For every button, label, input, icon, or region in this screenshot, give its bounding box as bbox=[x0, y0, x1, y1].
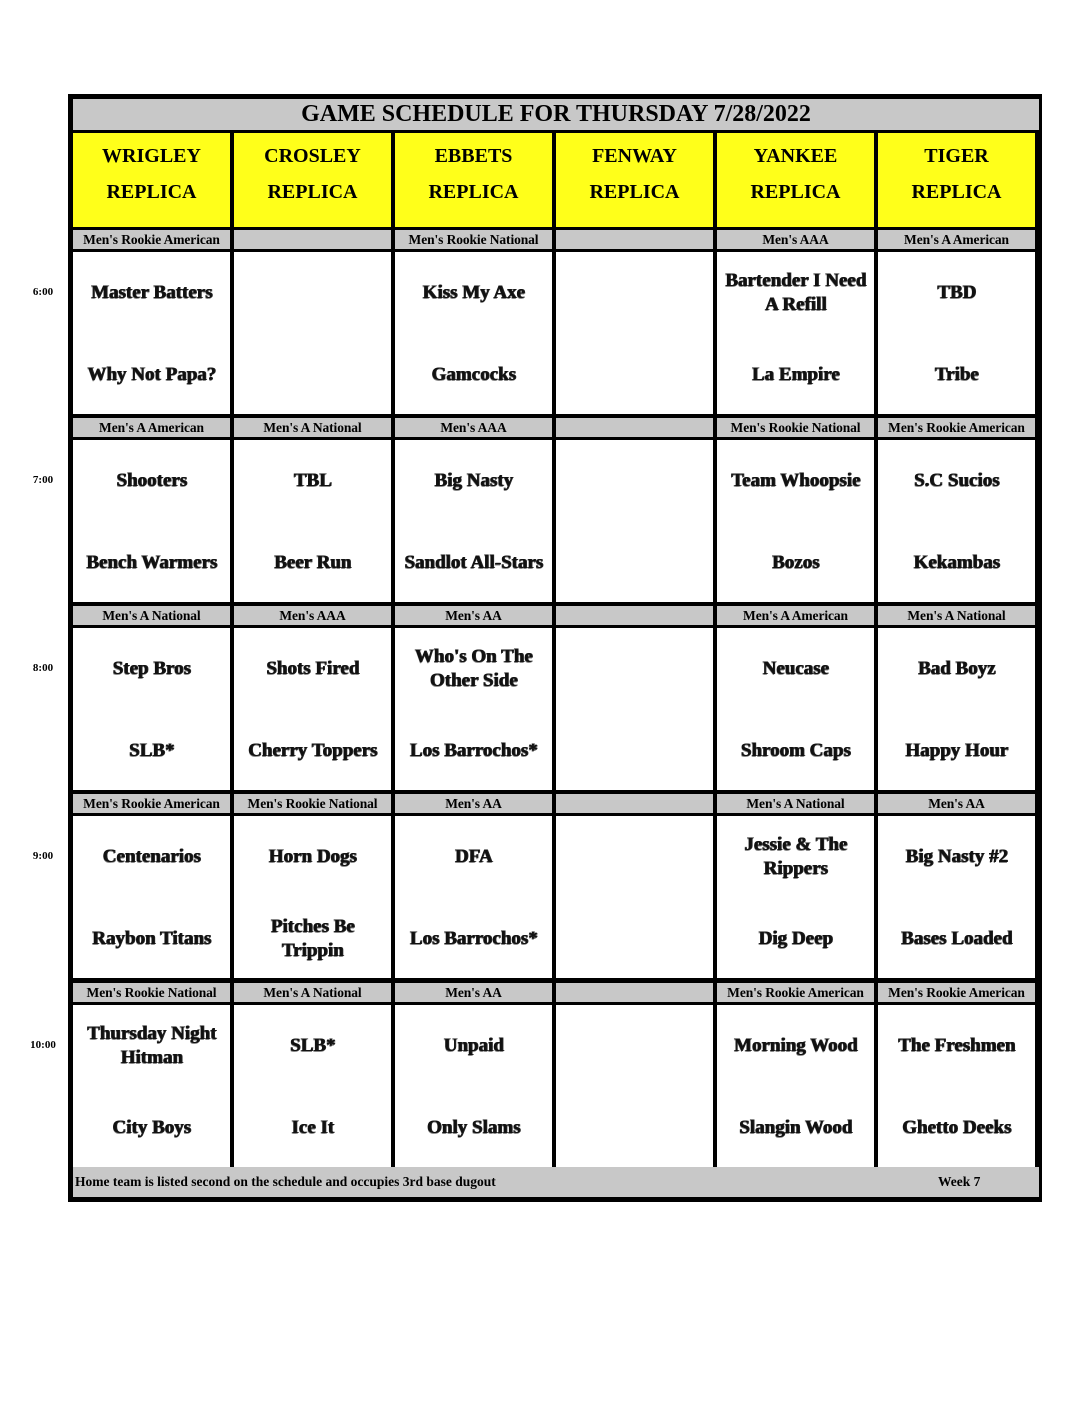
division-label: Men's Rookie American bbox=[717, 983, 874, 1002]
game-cell bbox=[556, 440, 713, 602]
home-team: Bases Loaded bbox=[900, 928, 1013, 949]
division-label: Men's Rookie National bbox=[234, 794, 391, 813]
away-team: Jessie & The Rippers bbox=[743, 834, 848, 879]
home-team: Bozos bbox=[771, 552, 820, 573]
time-slot-label: 9:00 bbox=[32, 850, 54, 862]
schedule-table bbox=[68, 94, 1042, 1202]
game-cell bbox=[717, 252, 874, 414]
division-label bbox=[556, 606, 713, 625]
away-team: S.C Sucios bbox=[913, 470, 1000, 491]
game-cell bbox=[395, 440, 552, 602]
time-slot-label: 8:00 bbox=[32, 662, 54, 674]
field-header-tiger bbox=[878, 133, 1035, 227]
home-team: Los Barrochos* bbox=[409, 928, 538, 949]
home-team: Gamcocks bbox=[431, 364, 516, 385]
division-label: Men's Rookie American bbox=[878, 418, 1035, 437]
division-label: Men's Rookie National bbox=[395, 230, 552, 249]
game-cell bbox=[878, 628, 1035, 790]
division-label: Men's Rookie National bbox=[73, 983, 230, 1002]
home-team: Sandlot All-Stars bbox=[404, 552, 543, 573]
home-team: La Empire bbox=[751, 364, 840, 385]
field-type: REPLICA bbox=[267, 181, 358, 203]
home-team: Ice It bbox=[291, 1117, 334, 1138]
field-name: TIGER bbox=[924, 145, 989, 167]
home-team: Shroom Caps bbox=[740, 740, 851, 761]
division-label bbox=[556, 230, 713, 249]
game-cell bbox=[395, 628, 552, 790]
division-label: Men's A National bbox=[234, 418, 391, 437]
away-team: Bartender I Need A Refill bbox=[724, 270, 867, 315]
home-team: Kekambas bbox=[913, 552, 1000, 573]
division-label: Men's A National bbox=[73, 606, 230, 625]
time-slot-label: 6:00 bbox=[32, 286, 54, 298]
home-team: Los Barrochos* bbox=[409, 740, 538, 761]
home-team-note: Home team is listed second on the schedule and occupies 3rd base dugout bbox=[75, 1174, 496, 1189]
home-team: Dig Deep bbox=[758, 928, 833, 949]
field-type: REPLICA bbox=[911, 181, 1002, 203]
division-label bbox=[556, 418, 713, 437]
away-team: TBL bbox=[293, 470, 332, 491]
field-name: YANKEE bbox=[753, 145, 838, 167]
division-label: Men's A American bbox=[878, 230, 1035, 249]
game-cell bbox=[234, 440, 391, 602]
time-slot-label: 10:00 bbox=[30, 1039, 56, 1051]
division-label: Men's Rookie National bbox=[717, 418, 874, 437]
away-team: DFA bbox=[454, 846, 493, 867]
week-label: Week 7 bbox=[938, 1174, 981, 1189]
away-team: Neucase bbox=[762, 658, 829, 679]
away-team: Kiss My Axe bbox=[422, 282, 525, 303]
away-team: Big Nasty #2 bbox=[905, 846, 1008, 867]
game-cell bbox=[556, 252, 713, 414]
home-team: Slangin Wood bbox=[738, 1117, 853, 1138]
away-team: Step Bros bbox=[112, 658, 191, 679]
home-team: Cherry Toppers bbox=[247, 740, 378, 761]
game-cell bbox=[878, 252, 1035, 414]
division-label bbox=[556, 983, 713, 1002]
field-type: REPLICA bbox=[106, 181, 197, 203]
away-team: The Freshmen bbox=[897, 1035, 1016, 1056]
game-cell bbox=[73, 628, 230, 790]
division-label bbox=[556, 794, 713, 813]
field-header-yankee bbox=[717, 133, 874, 227]
game-cell bbox=[395, 252, 552, 414]
away-team: Team Whoopsie bbox=[730, 470, 861, 491]
home-team: Bench Warmers bbox=[85, 552, 218, 573]
field-header-fenway bbox=[556, 133, 713, 227]
field-type: REPLICA bbox=[750, 181, 841, 203]
home-team: Raybon Titans bbox=[91, 928, 212, 949]
field-header-crosley bbox=[234, 133, 391, 227]
game-cell bbox=[234, 252, 391, 414]
home-team: City Boys bbox=[112, 1117, 191, 1138]
game-cell bbox=[717, 1005, 874, 1167]
division-label: Men's AA bbox=[395, 983, 552, 1002]
division-label: Men's AAA bbox=[234, 606, 391, 625]
game-cell bbox=[73, 252, 230, 414]
away-team: Morning Wood bbox=[733, 1035, 858, 1056]
division-label: Men's AA bbox=[878, 794, 1035, 813]
game-cell bbox=[878, 440, 1035, 602]
division-label: Men's A National bbox=[234, 983, 391, 1002]
field-name: FENWAY bbox=[592, 145, 677, 167]
away-team: TBD bbox=[936, 282, 977, 303]
home-team: Beer Run bbox=[273, 552, 352, 573]
field-name: CROSLEY bbox=[264, 145, 361, 167]
schedule-footer bbox=[73, 1167, 1039, 1197]
away-team: Unpaid bbox=[443, 1035, 504, 1056]
game-cell bbox=[556, 628, 713, 790]
away-team: SLB* bbox=[289, 1035, 336, 1056]
field-type: REPLICA bbox=[589, 181, 680, 203]
field-header-ebbets bbox=[395, 133, 552, 227]
game-cell bbox=[73, 816, 230, 978]
division-label bbox=[234, 230, 391, 249]
game-cell bbox=[234, 628, 391, 790]
away-team: Big Nasty bbox=[434, 470, 513, 491]
home-team: Pitches Be Trippin bbox=[270, 916, 355, 961]
division-label: Men's AA bbox=[395, 606, 552, 625]
time-slot-label: 7:00 bbox=[32, 474, 54, 486]
game-cell bbox=[556, 816, 713, 978]
division-label: Men's A National bbox=[717, 794, 874, 813]
home-team: Why Not Papa? bbox=[87, 364, 216, 385]
away-team: Centenarios bbox=[102, 846, 201, 867]
game-cell bbox=[878, 1005, 1035, 1167]
division-label: Men's AAA bbox=[717, 230, 874, 249]
game-cell bbox=[234, 816, 391, 978]
division-label: Men's AA bbox=[395, 794, 552, 813]
field-name: EBBETS bbox=[434, 145, 513, 167]
away-team: Shots Fired bbox=[265, 658, 360, 679]
home-team: Tribe bbox=[934, 364, 979, 385]
schedule-title: GAME SCHEDULE FOR THURSDAY 7/28/2022 bbox=[73, 99, 1039, 130]
game-cell bbox=[234, 1005, 391, 1167]
away-team: Horn Dogs bbox=[268, 846, 357, 867]
away-team: Bad Boyz bbox=[917, 658, 996, 679]
division-label: Men's A American bbox=[73, 418, 230, 437]
away-team: Shooters bbox=[116, 470, 187, 491]
field-name: WRIGLEY bbox=[102, 145, 201, 167]
game-cell bbox=[395, 816, 552, 978]
game-cell bbox=[395, 1005, 552, 1167]
field-type: REPLICA bbox=[428, 181, 519, 203]
field-header-wrigley bbox=[73, 133, 230, 227]
game-cell bbox=[717, 440, 874, 602]
home-team: SLB* bbox=[128, 740, 175, 761]
division-label: Men's A American bbox=[717, 606, 874, 625]
game-cell bbox=[73, 1005, 230, 1167]
game-cell bbox=[556, 1005, 713, 1167]
away-team: Who's On The Other Side bbox=[414, 646, 533, 691]
game-cell bbox=[878, 816, 1035, 978]
home-team: Happy Hour bbox=[905, 740, 1008, 761]
away-team: Thursday Night Hitman bbox=[86, 1023, 217, 1068]
game-cell bbox=[73, 440, 230, 602]
division-label: Men's AAA bbox=[395, 418, 552, 437]
division-label: Men's Rookie American bbox=[73, 230, 230, 249]
away-team: Master Batters bbox=[90, 282, 213, 303]
division-label: Men's Rookie American bbox=[73, 794, 230, 813]
division-label: Men's Rookie American bbox=[878, 983, 1035, 1002]
home-team: Ghetto Deeks bbox=[901, 1117, 1012, 1138]
game-cell bbox=[717, 816, 874, 978]
division-label: Men's A National bbox=[878, 606, 1035, 625]
home-team: Only Slams bbox=[426, 1117, 521, 1138]
game-cell bbox=[717, 628, 874, 790]
